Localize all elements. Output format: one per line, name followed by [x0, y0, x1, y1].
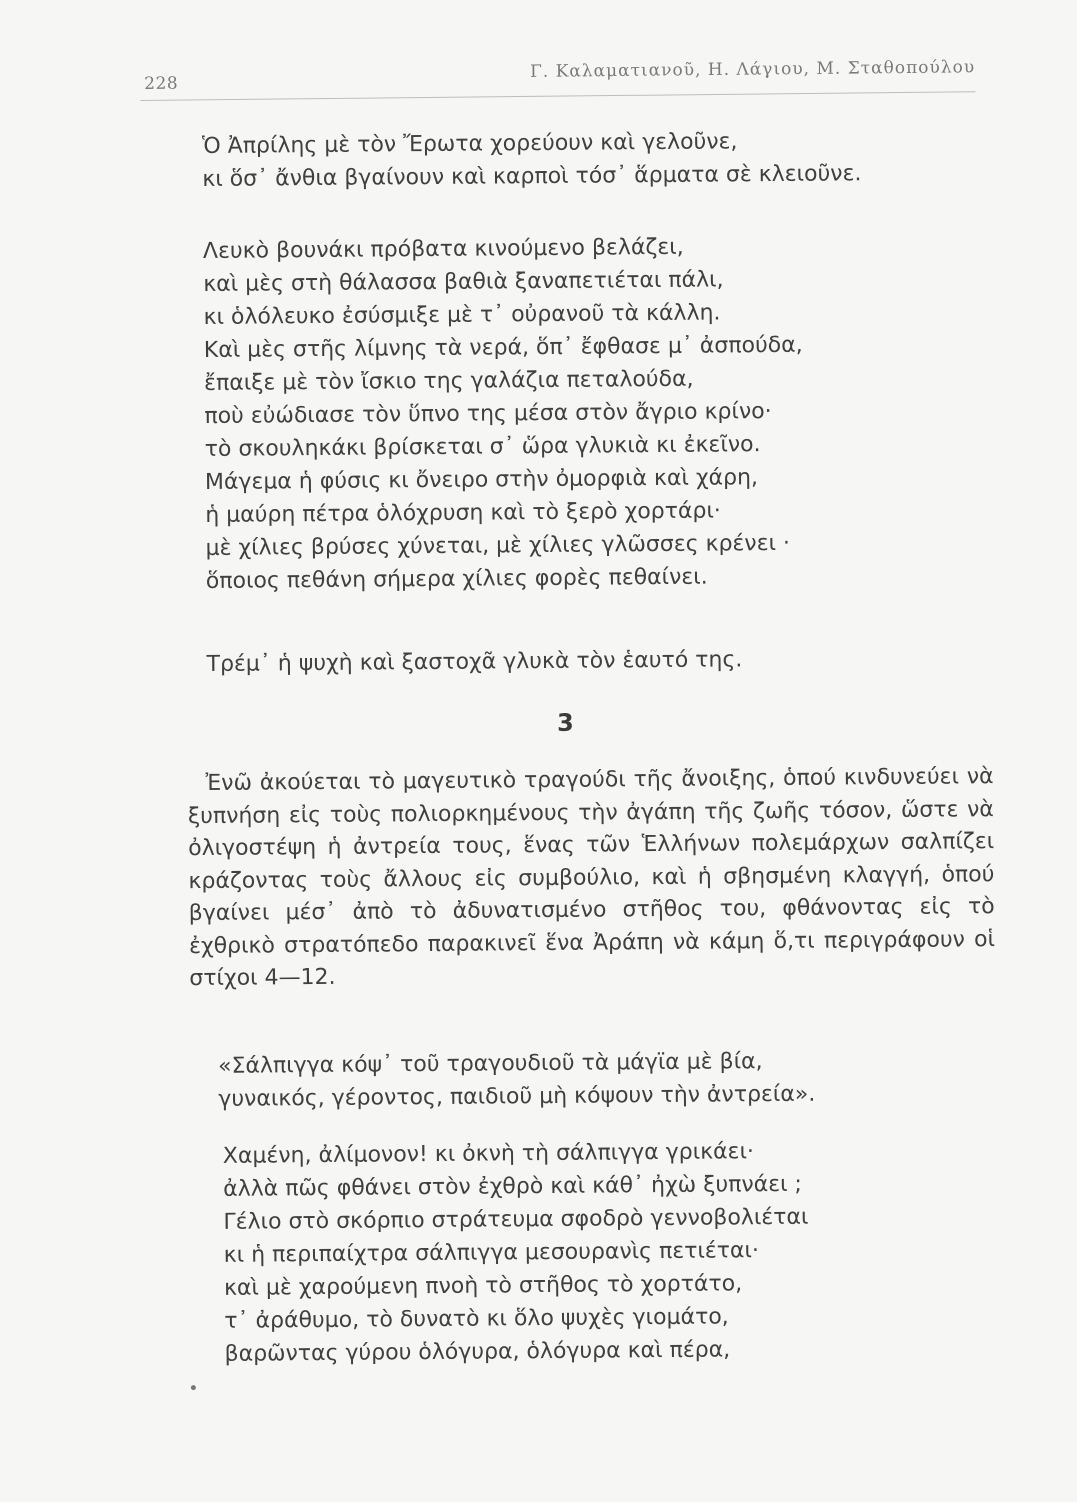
- section-number: 3: [556, 708, 574, 737]
- verse-line: Λευκὸ βουνάκι πρόβατα κινούμενο βελάζει,: [202, 234, 684, 264]
- verse-line: τ᾿ ἀράθυμο, τὸ δυνατὸ κι ὅλο ψυχὲς γιομάτο,: [224, 1304, 729, 1334]
- verse-line: Γέλιο στὸ σκόρπιο στράτευμα σφοδρὸ γεννοβολιέται: [223, 1204, 809, 1235]
- page-number: 228: [144, 73, 179, 94]
- verse-stanza-3: [206, 643, 742, 681]
- verse-stanza-1: [202, 124, 862, 196]
- verse-stanza-2: [203, 230, 805, 598]
- verse-line: «Σάλπιγγα κόψ᾿ τοῦ τραγουδιοῦ τὰ μάγϊα μὲ βία,: [217, 1049, 763, 1079]
- verse-line: ἡ μαύρη πέτρα ὁλόχρυση καὶ τὸ ξερὸ χορτάρι·: [205, 498, 721, 528]
- verse-stanza-4: [218, 1045, 815, 1116]
- ink-speck: [191, 1385, 196, 1390]
- verse-line: κι ὁλόλευκο ἐσύσμιξε μὲ τ᾿ οὐρανοῦ τὰ κάλλη.: [203, 300, 721, 330]
- verse-line: Χαμένη, ἀλίμονον! κι ὀκνὴ τὴ σάλπιγγα γρικάει·: [222, 1139, 755, 1169]
- verse-line: Τρέμ᾿ ἡ ψυχὴ καὶ ξαστοχᾶ γλυκὰ τὸν ἑαυτό της.: [206, 647, 743, 677]
- verse-line: Καὶ μὲς στῆς λίμνης τὰ νερά, ὅπ᾿ ἔφθασε μ᾿ ἀσπούδα,: [203, 332, 803, 363]
- verse-line: κι ἡ περιπαίχτρα σάλπιγγα μεσουρανὶς πετιέται·: [223, 1238, 760, 1268]
- verse-line: καὶ μὲ χαρούμενη πνοὴ τὸ στῆθος τὸ χορτάτο,: [223, 1271, 743, 1301]
- verse-line: ἔπαιξε μὲ τὸν ἴσκιο της γαλάζια πεταλούδα,: [204, 366, 694, 396]
- verse-line: ὅποιος πεθάνη σήμερα χίλιες φορὲς πεθαίνει.: [205, 564, 708, 594]
- verse-line: ποὺ εὐώδιασε τὸν ὕπνο της μέσα στὸν ἄγριο κρίνο·: [204, 399, 772, 429]
- running-head: Γ. Καλαματιανοῦ, Η. Λάγιου, Μ. Σταθοπούλου: [529, 57, 976, 82]
- verse-line: κι ὅσ᾿ ἄνθια βγαίνουν καὶ καρποὶ τόσ᾿ ἅρματα σὲ κλειοῦνε.: [202, 161, 862, 192]
- prose-paragraph: Ἐνῶ ἀκούεται τὸ μαγευτικὸ τραγούδι τῆς ἄνοιξης, ὁπού κινδυνεύει νὰ ξυπνήση εἰς τοὺς πολιορκημένους τὴν ἀγάπη τῆς ζωῆς τόσον, ὥστε νὰ ὀλιγοστέψη ἡ ἀντρεία τους, ἕνας τῶν Ἑλλήνων πολεμάρχων σαλπίζει κράζοντας τοὺς ἄλλους εἰς συμβούλιο, καὶ ἡ σβησμένη κλαγγή, ὁπού βγαίνει μέσ᾿ ἀπὸ τὸ ἀδυνατισμένο στῆθος του, φθάνοντας εἰς τὸ ἐχθρικὸ στρατόπεδο παρακινεῖ ἕνα Ἀράπη νὰ κάμη ὅ,τι περιγράφουν οἱ στίχοι 4—12.: [187, 764, 996, 992]
- verse-stanza-5: [223, 1135, 810, 1371]
- verse-line: τὸ σκουληκάκι βρίσκεται σ᾿ ὥρα γλυκιὰ κι ἐκεῖνο.: [204, 432, 761, 462]
- verse-line: ἀλλὰ πῶς φθάνει στὸν ἐχθρὸ καὶ κάθ᾿ ἠχὼ ξυπνάει ;: [223, 1171, 803, 1202]
- verse-line: Ὁ Ἀπρίλης μὲ τὸν Ἔρωτα χορεύουν καὶ γελοῦνε,: [201, 129, 738, 159]
- verse-line: Μάγεμα ἡ φύσις κι ὄνειρο στὴν ὀμορφιὰ καὶ χάρη,: [204, 465, 759, 495]
- verse-line: μὲ χίλιες βρύσες χύνεται, μὲ χίλιες γλῶσσες κρένει ·: [205, 530, 791, 561]
- verse-line: καὶ μὲς στὴ θάλασσα βαθιὰ ξαναπετιέται πάλι,: [203, 267, 724, 297]
- verse-line: βαρῶντας γύρου ὁλόγυρα, ὁλόγυρα καὶ πέρα,: [224, 1337, 731, 1367]
- verse-line: γυναικός, γέροντος, παιδιοῦ μὴ κόψουν τὴν ἀντρεία».: [218, 1081, 816, 1112]
